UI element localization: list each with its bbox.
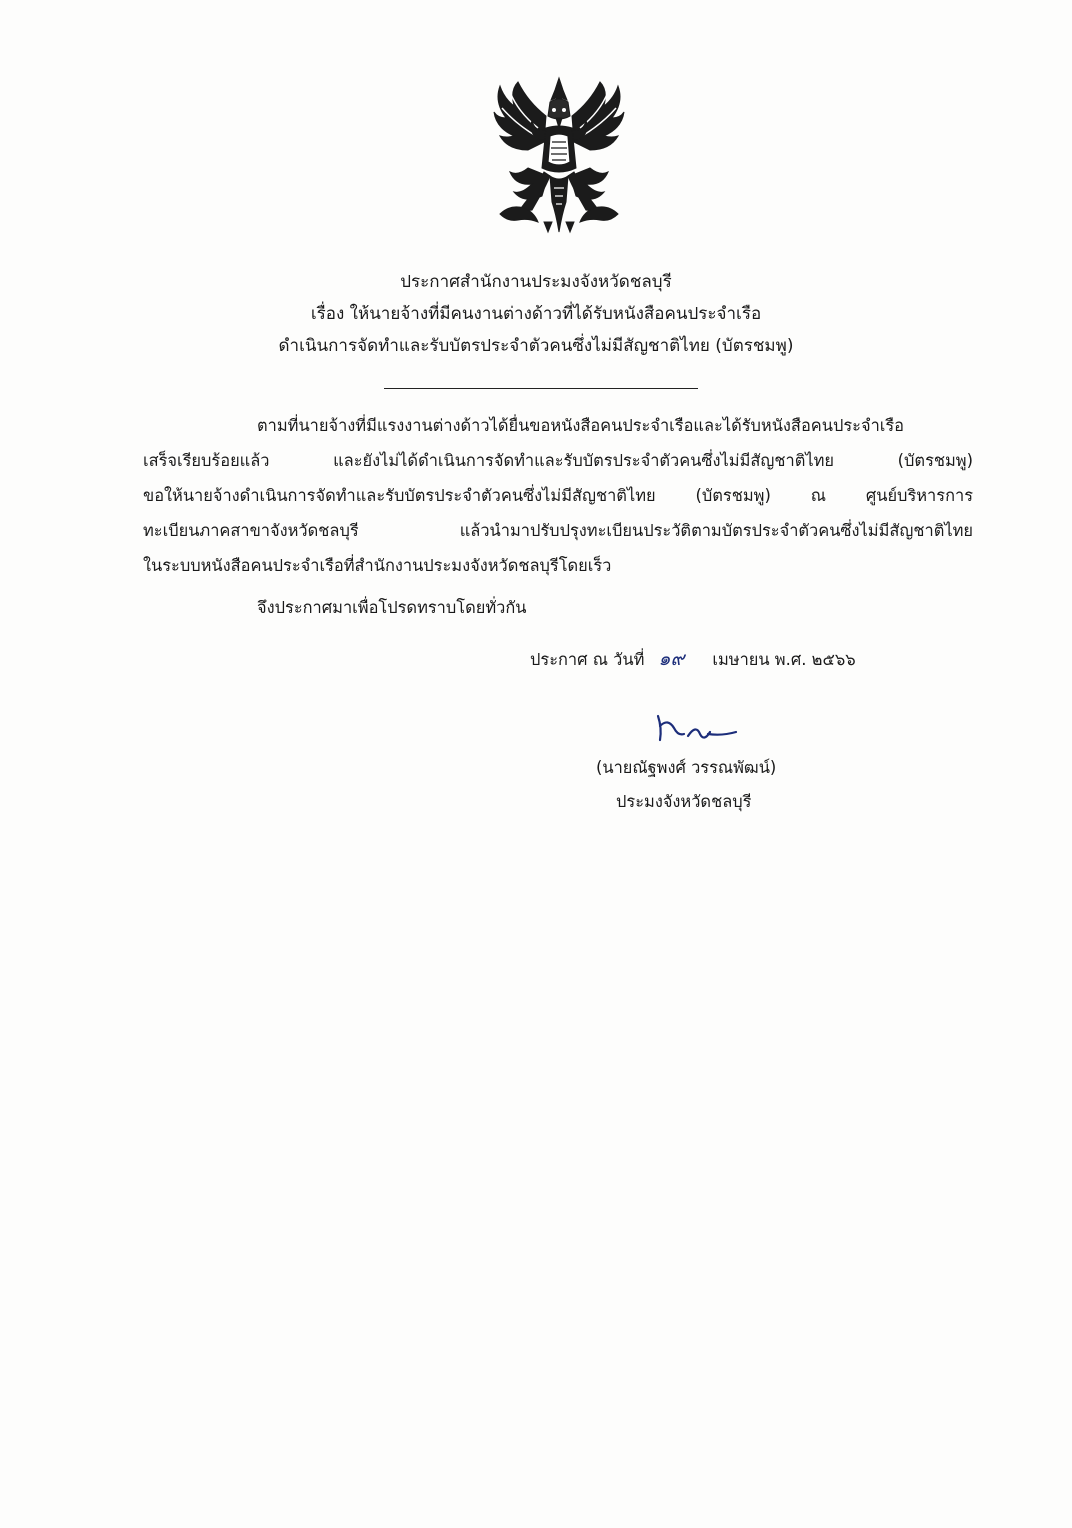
body-line: ตามที่นายจ้างที่มีแรงงานต่างด้าวได้ยื่นขอหนังสือคนประจำเรือและได้รับหนังสือคนประจำเรือ — [257, 416, 905, 435]
announcement-body — [143, 408, 973, 583]
body-line: เสร็จเรียบร้อยแล้ว และยังไม่ได้ดำเนินการจัดทำและรับบัตรประจำตัวคนซึ่งไม่มีสัญชาติไทย (บัตรชมพู) — [143, 451, 973, 470]
header-divider — [384, 388, 698, 389]
garuda-emblem-icon — [488, 72, 630, 244]
body-line: ทะเบียนภาคสาขาจังหวัดชลบุรี แล้วนำมาปรับปรุงทะเบียนประวัติตามบัตรประจำตัวคนซึ่งไม่มีสัญชาติไทย — [143, 521, 973, 540]
date-prefix: ประกาศ ณ วันที่ — [530, 650, 645, 669]
date-day: ๑๙ — [658, 648, 685, 670]
announcement-subject-continued: ดำเนินการจัดทำและรับบัตรประจำตัวคนซึ่งไม่มีสัญชาติไทย (บัตรชมพู) — [278, 336, 794, 356]
body-line: ในระบบหนังสือคนประจำเรือที่สำนักงานประมงจังหวัดชลบุรีโดยเร็ว — [143, 556, 612, 575]
announcement-header — [0, 266, 1072, 362]
body-line: ขอให้นายจ้างดำเนินการจัดทำและรับบัตรประจำตัวคนซึ่งไม่มีสัญชาติไทย (บัตรชมพู) ณ ศูนย์บริหารการ — [143, 486, 973, 505]
date-month-year: เมษายน พ.ศ. ๒๕๖๖ — [712, 650, 856, 669]
signatory-position: ประมงจังหวัดชลบุรี — [616, 792, 752, 811]
closing-statement: จึงประกาศมาเพื่อโปรดทราบโดยทั่วกัน — [257, 598, 527, 617]
signatory-name: (นายณัฐพงศ์ วรรณพัฒน์) — [596, 758, 777, 777]
announcement-subject: เรื่อง ให้นายจ้างที่มีคนงานต่างด้าวที่ได้รับหนังสือคนประจำเรือ — [310, 304, 762, 324]
announcement-date — [530, 642, 856, 677]
handwritten-signature-icon — [652, 706, 742, 746]
announcement-title: ประกาศสำนักงานประมงจังหวัดชลบุรี — [400, 272, 672, 292]
